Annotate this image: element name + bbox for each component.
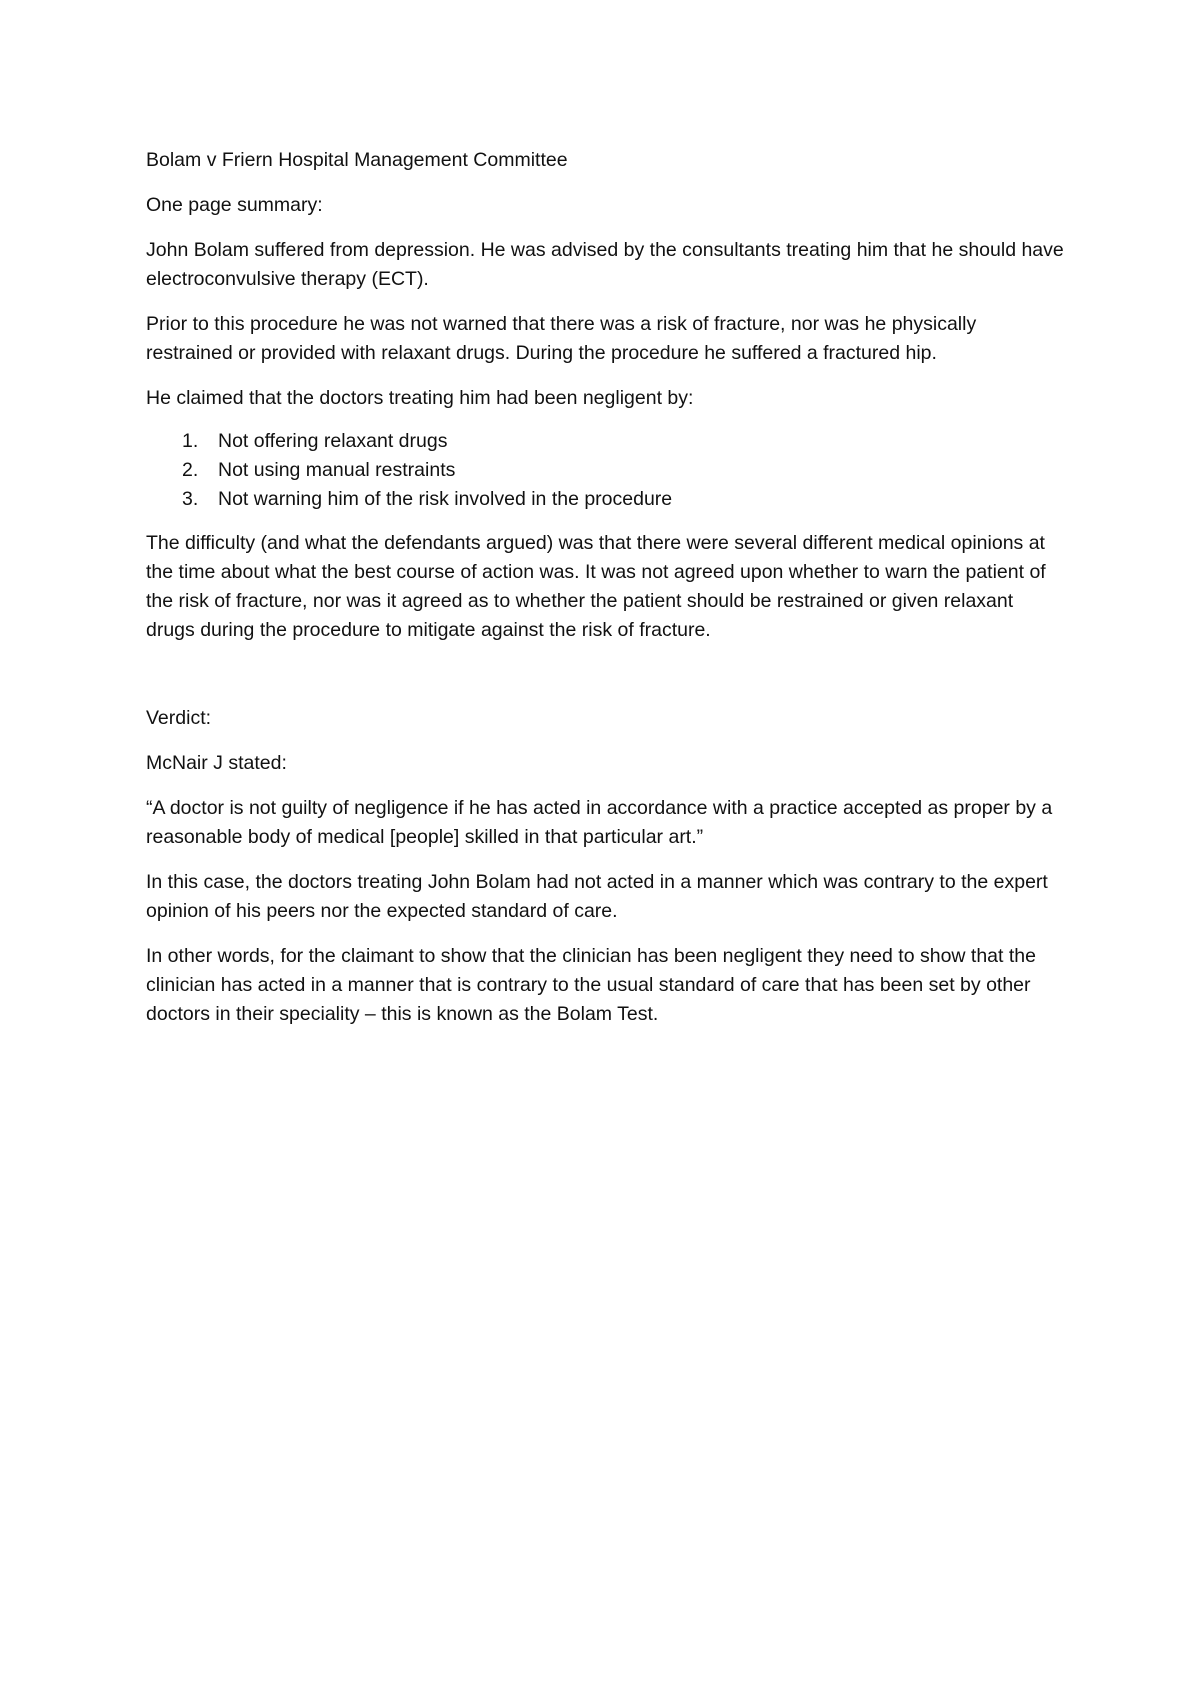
paragraph-background: John Bolam suffered from depression. He was advised by the consultants treating him that he should have electroconvulsive therapy (ECT). bbox=[146, 239, 1064, 290]
paragraph-outcome: In this case, the doctors treating John Bolam had not acted in a manner which was contrary to the expert opinion of his peers nor the expected standard of care. bbox=[146, 871, 1048, 922]
paragraph-procedure: Prior to this procedure he was not warned that there was a risk of fracture, nor was he physically restrained or provided with relaxant drugs. During the procedure he suffered a fractured hip. bbox=[146, 313, 977, 364]
paragraph-claim: He claimed that the doctors treating him had been negligent by: bbox=[146, 387, 694, 409]
negligence-list bbox=[146, 427, 1066, 514]
list-item bbox=[146, 456, 1066, 485]
judgment-quote: “A doctor is not guilty of negligence if he has acted in accordance with a practice accepted as proper by a reasonable body of medical [people] skilled in that particular art.” bbox=[146, 797, 1053, 848]
list-item bbox=[146, 427, 1066, 456]
verdict-heading: Verdict: bbox=[146, 707, 212, 729]
blank-line bbox=[146, 661, 1066, 704]
summary-heading: One page summary: bbox=[146, 194, 323, 216]
list-text: Not offering relaxant drugs bbox=[218, 430, 448, 452]
list-number: 1. bbox=[182, 430, 199, 452]
list-item bbox=[146, 485, 1066, 514]
paragraph-difficulty: The difficulty (and what the defendants argued) was that there were several different medical opinions at the time about what the best course of action was. It was not agreed upon whether to warn the patient of the risk of fracture, nor was it agreed as to whether the patient should be restrained or given relaxant drugs during the procedure to mitigate against the risk of fracture. bbox=[146, 532, 1046, 641]
document-body bbox=[146, 146, 1066, 1045]
list-number: 2. bbox=[182, 459, 199, 481]
list-text: Not using manual restraints bbox=[218, 459, 456, 481]
judge-line: McNair J stated: bbox=[146, 752, 287, 774]
paragraph-bolam-test: In other words, for the claimant to show that the clinician has been negligent they need to show that the clinician has acted in a manner that is contrary to the usual standard of care that has been set by other doctors in their speciality – this is known as the Bolam Test. bbox=[146, 945, 1036, 1025]
list-text: Not warning him of the risk involved in the procedure bbox=[218, 488, 673, 510]
list-number: 3. bbox=[182, 488, 199, 510]
document-title: Bolam v Friern Hospital Management Committee bbox=[146, 149, 568, 171]
